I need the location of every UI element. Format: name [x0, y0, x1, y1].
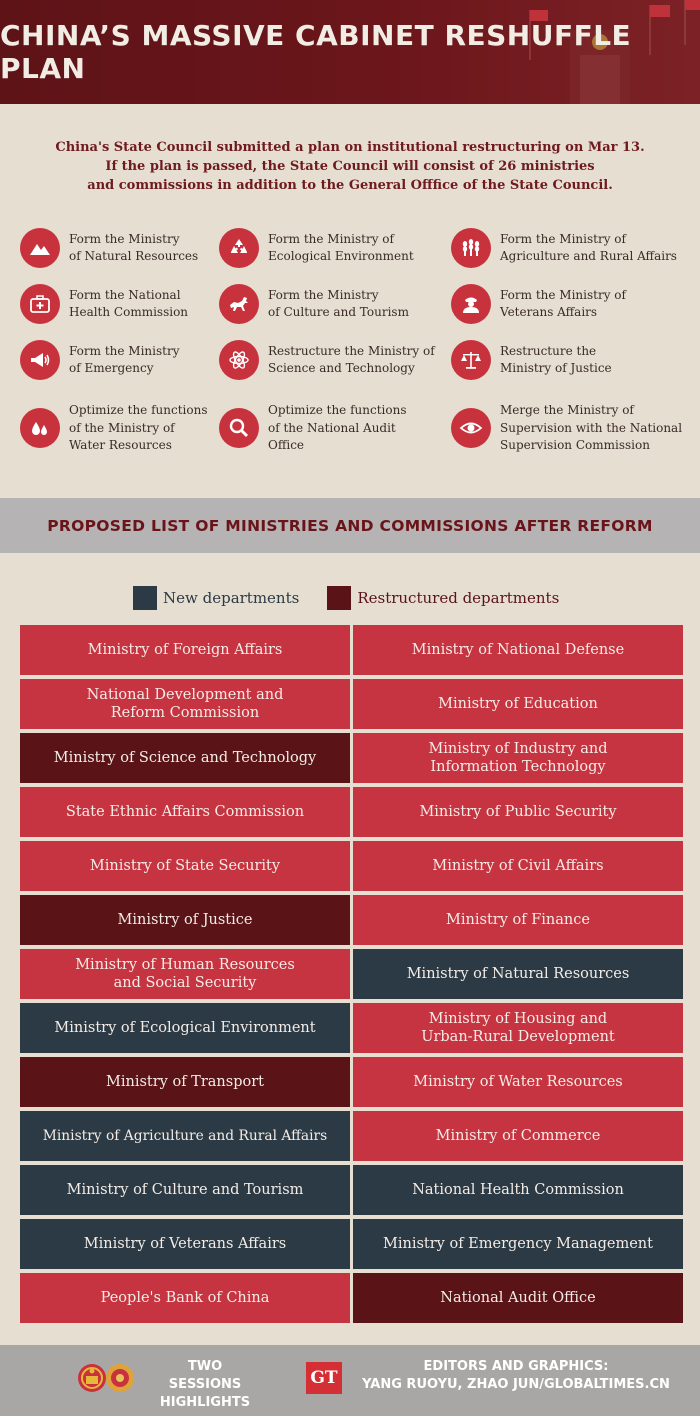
- reform-item: [20, 340, 179, 380]
- page-title: CHINA’S MASSIVE CABINET RESHUFFLE PLAN: [0, 19, 632, 85]
- ministry-cell: Ministry of Civil Affairs: [353, 841, 683, 891]
- ministry-cell: Ministry of Culture and Tourism: [20, 1165, 350, 1215]
- reform-item: [20, 228, 198, 268]
- magnifier-icon: [219, 408, 259, 448]
- ministry-cell: Ministry of Housing and Urban-Rural Development: [353, 1003, 683, 1053]
- ministry-cell: Ministry of Public Security: [353, 787, 683, 837]
- reform-text: Restructure the Ministry of Justice: [500, 343, 612, 375]
- wheat-icon: [451, 228, 491, 268]
- header-banner: [0, 0, 700, 104]
- medical-kit-icon: [20, 284, 60, 324]
- legend-new-swatch: [133, 586, 157, 610]
- two-sessions-line: TWO SESSIONS: [168, 1359, 242, 1392]
- ministry-cell: Ministry of Industry and Information Technology: [353, 733, 683, 783]
- ministry-cell: Ministry of Justice: [20, 895, 350, 945]
- atom-icon: [219, 340, 259, 380]
- ministry-cell: State Ethnic Affairs Commission: [20, 787, 350, 837]
- mountain-icon: [20, 228, 60, 268]
- ministry-cell: National Audit Office: [353, 1273, 683, 1323]
- ministry-cell: People's Bank of China: [20, 1273, 350, 1323]
- ministry-cell: Ministry of Science and Technology: [20, 733, 350, 783]
- scales-icon: [451, 340, 491, 380]
- intro-line: If the plan is passed, the State Council will consist of 26 ministries: [105, 159, 595, 174]
- legend-new-label: New departments: [163, 589, 300, 607]
- editors-line: EDITORS AND GRAPHICS:: [423, 1359, 609, 1374]
- ministry-cell: Ministry of Ecological Environment: [20, 1003, 350, 1053]
- reform-text: Optimize the functions of the National Audit Office: [268, 403, 407, 452]
- legend-restructured-swatch: [327, 586, 351, 610]
- ministry-cell: Ministry of Education: [353, 679, 683, 729]
- legend-restructured-label: Restructured departments: [357, 589, 560, 607]
- reform-item: [451, 228, 677, 268]
- ministry-cell: Ministry of Transport: [20, 1057, 350, 1107]
- reform-item: [219, 402, 407, 455]
- intro-line: China's State Council submitted a plan on institutional restructuring on Mar 13.: [55, 140, 645, 155]
- reform-text: Form the Ministry of Veterans Affairs: [500, 287, 626, 319]
- reform-text: Restructure the Ministry of Science and Technology: [268, 343, 435, 375]
- reform-text: Form the Ministry of Natural Resources: [69, 231, 199, 263]
- reform-text: Form the National Health Commission: [69, 287, 189, 319]
- ministry-cell: Ministry of Foreign Affairs: [20, 625, 350, 675]
- intro-text: [40, 138, 660, 195]
- editors-credit: [346, 1358, 686, 1394]
- editors-line: YANG RUOYU, ZHAO JUN/GLOBALTIMES.CN: [362, 1377, 670, 1392]
- reform-text: Form the Ministry of Ecological Environment: [268, 231, 414, 263]
- two-sessions-line: HIGHLIGHTS: [159, 1395, 251, 1410]
- reform-item: [451, 284, 626, 324]
- reform-text: Merge the Ministry of Supervision with the National Supervision Commission: [500, 403, 683, 452]
- ministry-cell: Ministry of Emergency Management: [353, 1219, 683, 1269]
- reform-item: [219, 284, 409, 324]
- ministry-cell: Ministry of Finance: [353, 895, 683, 945]
- reform-text: Form the Ministry of Agriculture and Rural Affairs: [500, 231, 677, 263]
- intro-line: and commissions in addition to the General Offfice of the State Council.: [87, 178, 613, 193]
- two-sessions-label: [150, 1358, 260, 1412]
- reform-item: [219, 228, 414, 268]
- gt-logo: GT: [306, 1362, 342, 1394]
- ministry-cell: National Development and Reform Commission: [20, 679, 350, 729]
- ministry-cell: Ministry of National Defense: [353, 625, 683, 675]
- legend: [133, 586, 559, 610]
- reform-item: [451, 340, 612, 380]
- reform-text: Optimize the functions of the Ministry of Water Resources: [69, 403, 208, 452]
- soldier-icon: [451, 284, 491, 324]
- reform-text: Form the Ministry of Emergency: [69, 343, 180, 375]
- horse-icon: [219, 284, 259, 324]
- reform-item: [20, 402, 208, 455]
- section-title: PROPOSED LIST OF MINISTRIES AND COMMISSIONS AFTER REFORM: [0, 498, 700, 553]
- ministry-cell: Ministry of Commerce: [353, 1111, 683, 1161]
- ministry-cell: National Health Commission: [353, 1165, 683, 1215]
- ministry-cell: Ministry of Agriculture and Rural Affairs: [20, 1111, 350, 1161]
- ministry-cell: Ministry of Human Resources and Social Security: [20, 949, 350, 999]
- ministry-cell: Ministry of State Security: [20, 841, 350, 891]
- ministry-cell: Ministry of Natural Resources: [353, 949, 683, 999]
- reform-item: [451, 402, 682, 455]
- megaphone-icon: [20, 340, 60, 380]
- eye-icon: [451, 408, 491, 448]
- reform-item: [20, 284, 188, 324]
- reform-item: [219, 340, 435, 380]
- recycle-icon: [219, 228, 259, 268]
- reform-text: Form the Ministry of Culture and Tourism: [268, 287, 409, 319]
- ministry-cell: Ministry of Veterans Affairs: [20, 1219, 350, 1269]
- national-emblem-icon: [76, 1358, 136, 1398]
- ministry-cell: Ministry of Water Resources: [353, 1057, 683, 1107]
- water-drops-icon: [20, 408, 60, 448]
